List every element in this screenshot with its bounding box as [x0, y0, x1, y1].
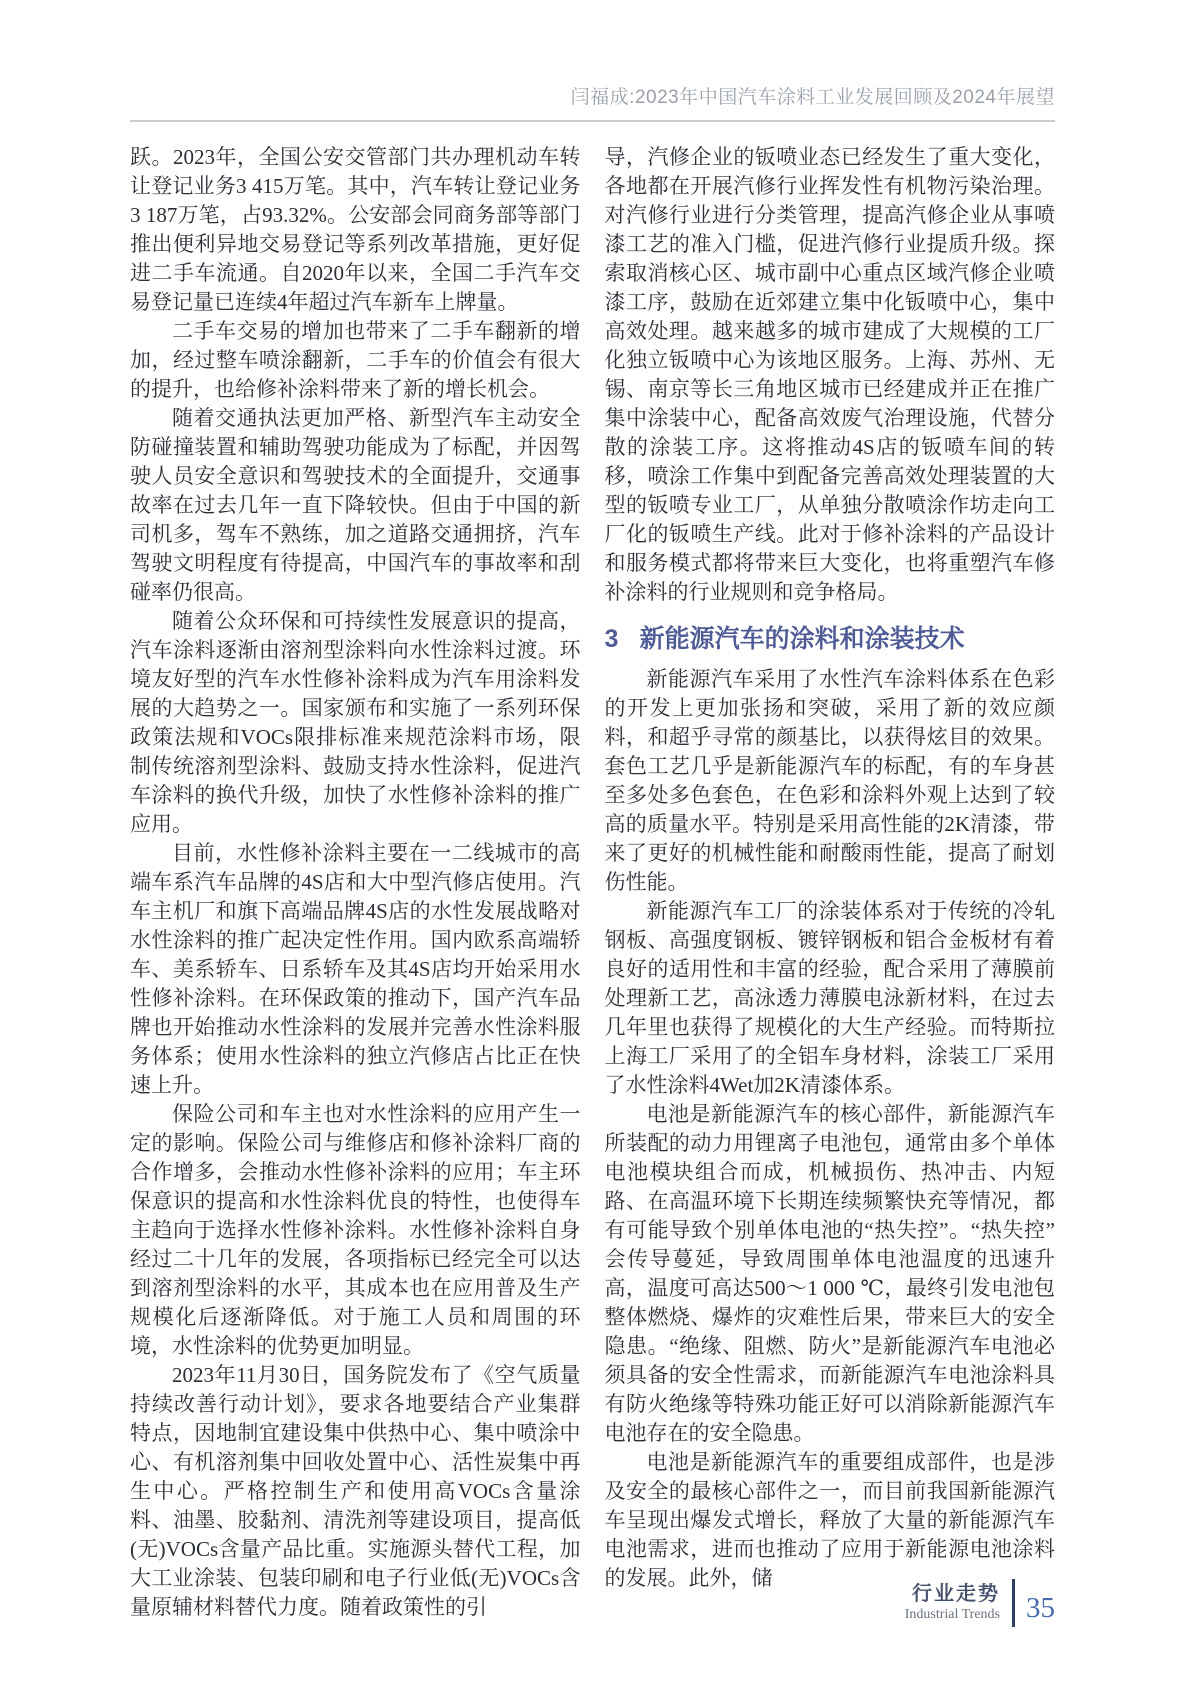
- footer-label-cn: 行业走势: [912, 1582, 1000, 1605]
- paragraph: 随着公众环保和可持续性发展意识的提高，汽车涂料逐渐由溶剂型涂料向水性涂料过渡。环境友好型的汽车水性修补涂料成为汽车用涂料发展的大趋势之一。国家颁布和实施了一系列环保政策法规和VOCs限排标准来规范涂料市场，限制传统溶剂型涂料、鼓励支持水性涂料，促进汽车涂料的换代升级，加快了水性修补涂料的推广应用。: [130, 609, 581, 836]
- paragraph: 电池是新能源汽车的核心部件，新能源汽车所装配的动力用锂离子电池包，通常由多个单体电池模块组合而成，机械损伤、热冲击、内短路、在高温环境下长期连续频繁快充等情况，都有可能导致个别单体电池的“热失控”。“热失控”会传导蔓延，导致周围单体电池温度的迅速升高，温度可高达500～1 000 ℃，最终引发电池包整体燃烧、爆炸的灾难性后果，带来巨大的安全隐患。“绝缘、阻燃、防火”是新能源汽车电池必须具备的安全性需求，而新能源汽车电池涂料具有防火绝缘等特殊功能正好可以消除新能源汽车电池存在的安全隐患。: [604, 1102, 1055, 1446]
- section-heading: [605, 624, 1056, 655]
- paragraph: 2023年11月30日，国务院发布了《空气质量持续改善行动计划》，要求各地要结合产业集群特点，因地制宜建设集中供热中心、集中喷涂中心、有机溶剂集中回收处置中心、活性炭集中再生中心。严格控制生产和使用高VOCs含量涂料、油墨、胶黏剂、清洗剂等建设项目，提高低(无)VOCs含量产品比重。实施源头替代工程，加大工业涂装、包装印刷和电子行业低(无)VOCs含量原辅材料替代力度。随着政策性的引: [130, 1363, 581, 1619]
- footer-section-labels: [905, 1582, 1000, 1624]
- paragraph: 导，汽修企业的钣喷业态已经发生了重大变化，各地都在开展汽修行业挥发性有机物污染治理。对汽修行业进行分类管理，提高汽修企业从事喷漆工艺的准入门槛，促进汽修行业提质升级。探索取消核心区、城市副中心重点区域汽修企业喷漆工序，鼓励在近郊建立集中化钣喷中心，集中高效处理。越来越多的城市建成了大规模的工厂化独立钣喷中心为该地区服务。上海、苏州、无锡、南京等长三角地区城市已经建成并正在推广集中涂装中心，配备高效废气治理设施，代替分散的涂装工序。这将推动4S店的钣喷车间的转移，喷涂工作集中到配备完善高效处理装置的大型的钣喷专业工厂，从单独分散喷涂作坊走向工厂化的钣喷生产线。此对于修补涂料的产品设计和服务模式都将带来巨大变化，也将重塑汽车修补涂料的行业规则和竞争格局。: [604, 145, 1055, 604]
- page-number: 35: [1026, 1591, 1055, 1624]
- right-column: [605, 143, 1056, 1622]
- article-body: [130, 143, 1055, 1622]
- paragraph: 新能源汽车工厂的涂装体系对于传统的冷轧钢板、高强度钢板、镀锌钢板和铝合金板材有着良好的适用性和丰富的经验，配合采用了薄膜前处理新工艺，高泳透力薄膜电泳新材料，在过去几年里也获得了规模化的大生产经验。而特斯拉上海工厂采用了的全铝车身材料，涂装工厂采用了水性涂料4Wet加2K清漆体系。: [604, 899, 1055, 1098]
- running-head-title: 闫福成:2023年中国汽车涂料工业发展回顾及2024年展望: [570, 87, 1055, 108]
- section-title: 新能源汽车的涂料和涂装技术: [639, 625, 965, 653]
- left-column: [130, 143, 581, 1622]
- document-page: [0, 82, 1187, 1682]
- paragraph: 二手车交易的增加也带来了二手车翻新的增加，经过整车喷涂翻新，二手车的价值会有很大的提升，也给修补涂料带来了新的增长机会。: [130, 319, 581, 401]
- footer-label-en: Industrial Trends: [904, 1606, 1000, 1622]
- page-footer: [905, 1579, 1055, 1627]
- header-rule: [130, 120, 1055, 122]
- paragraph: 保险公司和车主也对水性涂料的应用产生一定的影响。保险公司与维修店和修补涂料厂商的合作增多，会推动水性修补涂料的应用；车主环保意识的提高和水性涂料优良的特性，也使得车主趋向于选择水性修补涂料。水性修补涂料自身经过二十几年的发展，各项指标已经完全可以达到溶剂型涂料的水平，其成本也在应用普及生产规模化后逐渐降低。对于施工人员和周围的环境，水性涂料的优势更加明显。: [130, 1102, 581, 1358]
- paragraph: 新能源汽车采用了水性汽车涂料体系在色彩的开发上更加张扬和突破，采用了新的效应颜料，和超乎寻常的颜基比，以获得炫目的效果。套色工艺几乎是新能源汽车的标配，有的车身甚至多处多色套色，在色彩和涂料外观上达到了较高的质量水平。特别是采用高性能的2K清漆，带来了更好的机械性能和耐酸雨性能，提高了耐划伤性能。: [604, 667, 1055, 895]
- paragraph: 跃。2023年，全国公安交管部门共办理机动车转让登记业务3 415万笔。其中，汽车转让登记业务3 187万笔，占93.32%。公安部会同商务部等部门推出便利异地交易登记等系列改革措施，更好促进二手车流通。自2020年以来，全国二手汽车交易登记量已连续4年超过汽车新车上牌量。: [130, 145, 581, 314]
- paragraph: 目前，水性修补涂料主要在一二线城市的高端车系汽车品牌的4S店和大中型汽修店使用。汽车主机厂和旗下高端品牌4S店的水性发展战略对水性涂料的推广起决定性作用。国内欧系高端轿车、美系轿车、日系轿车及其4S店均开始采用水性修补涂料。在环保政策的推动下，国产汽车品牌也开始推动水性涂料的发展并完善水性涂料服务体系；使用水性涂料的独立汽修店占比正在快速上升。: [130, 841, 581, 1097]
- paragraph: 随着交通执法更加严格、新型汽车主动安全防碰撞装置和辅助驾驶功能成为了标配，并因驾驶人员安全意识和驾驶技术的全面提升，交通事故率在过去几年一直下降较快。但由于中国的新司机多，驾车不熟练，加之道路交通拥挤，汽车驾驶文明程度有待提高，中国汽车的事故率和刮碰率仍很高。: [130, 406, 581, 604]
- page-header: [130, 82, 1055, 122]
- footer-divider-bar: [1012, 1579, 1015, 1627]
- section-number: 3: [604, 625, 619, 653]
- paragraph: 电池是新能源汽车的重要组成部件，也是涉及安全的最核心部件之一，而目前我国新能源汽车呈现出爆发式增长，释放了大量的新能源汽车电池需求，进而也推动了应用于新能源电池涂料的发展。此外，储: [604, 1450, 1055, 1591]
